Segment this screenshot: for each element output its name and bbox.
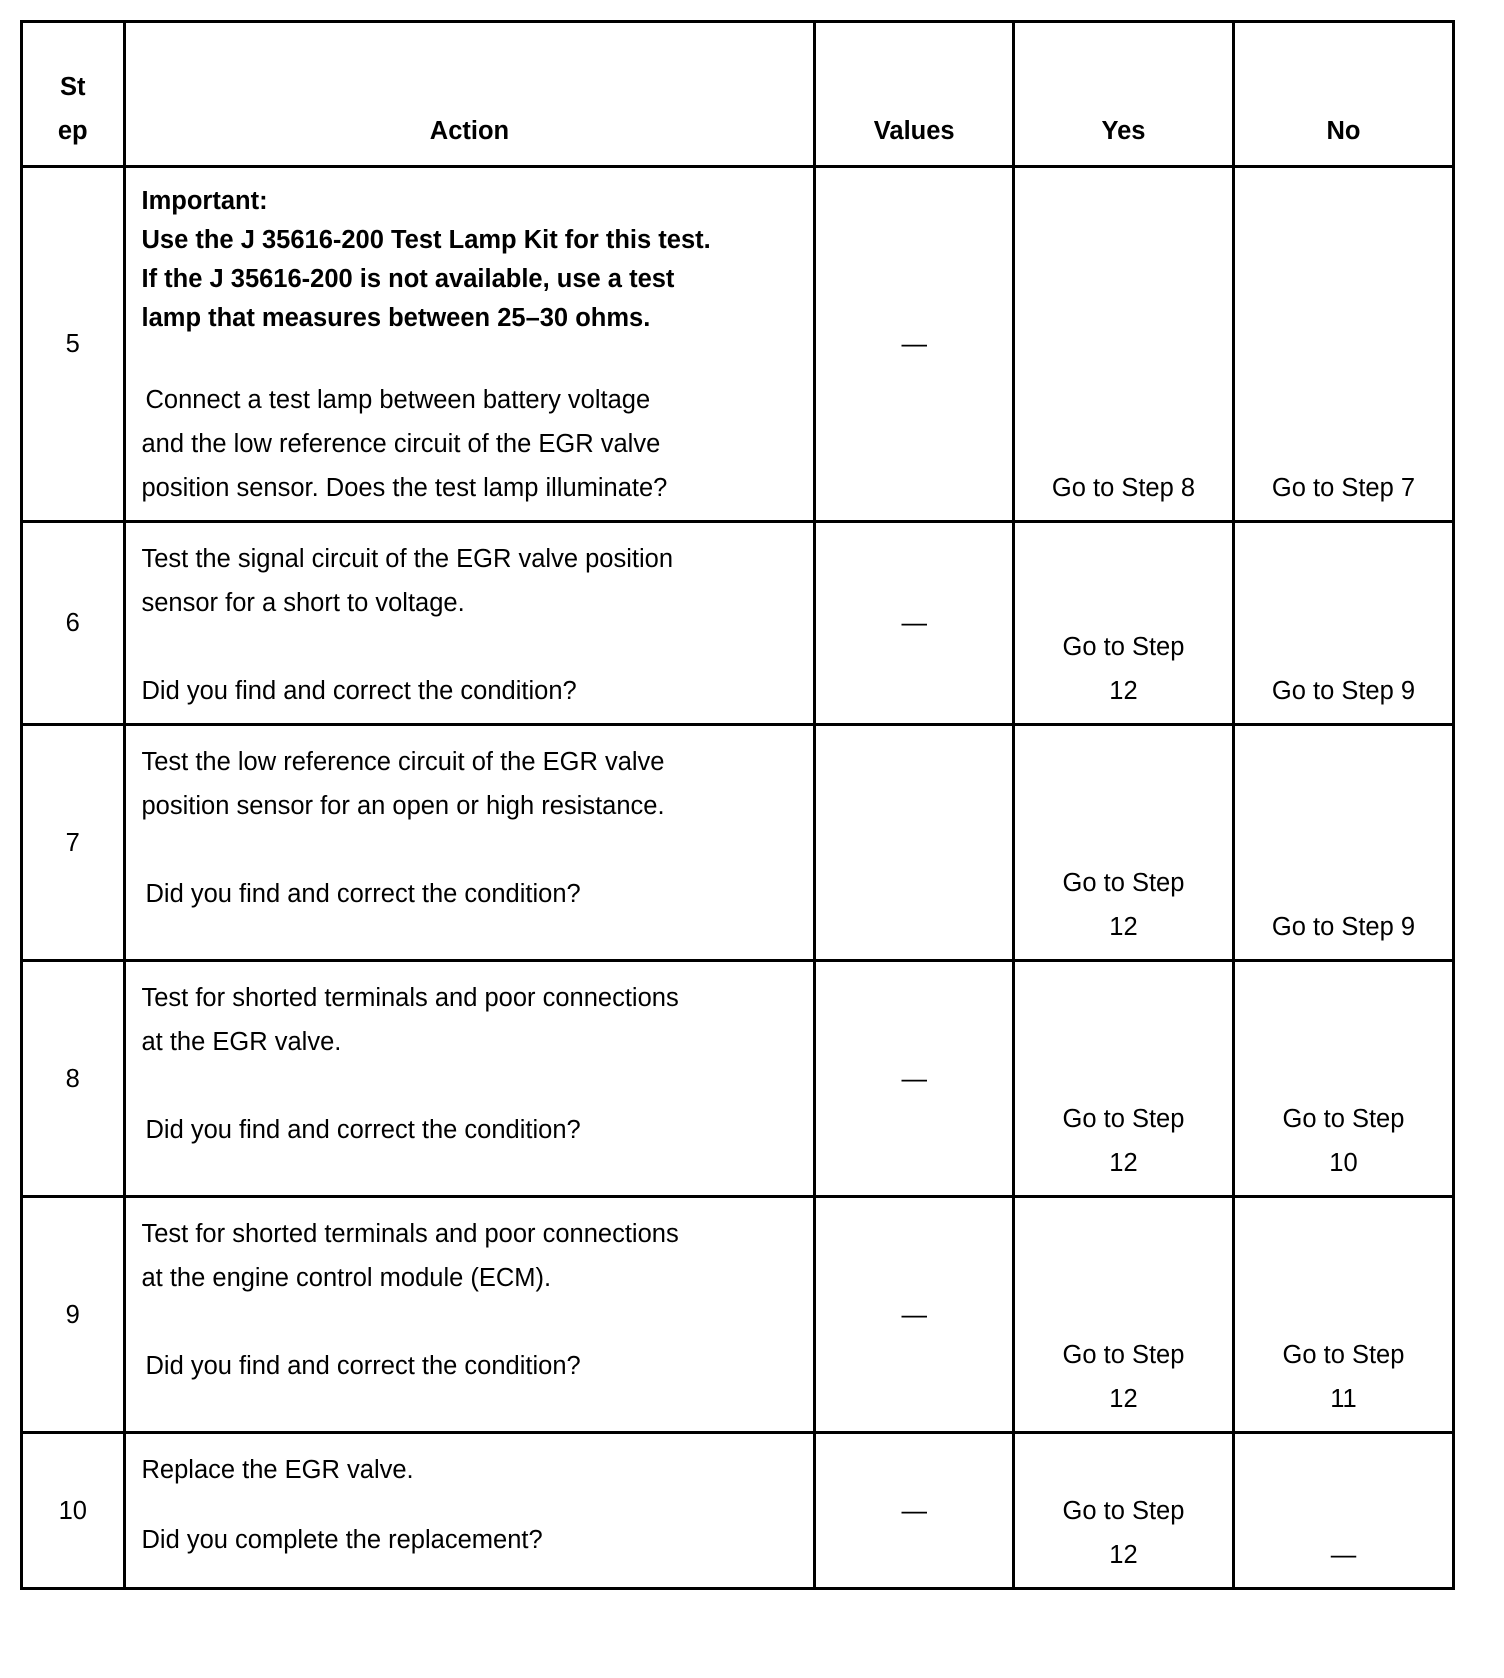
important-line: lamp that measures between 25–30 ohms. xyxy=(141,304,651,332)
action-line: position sensor. Does the test lamp illuminate? xyxy=(141,474,668,502)
no-link[interactable]: Go to Step 11 xyxy=(1233,1197,1453,1433)
no-link[interactable]: Go to Step 9 xyxy=(1233,522,1453,725)
table-row xyxy=(22,167,1454,522)
action-question: Did you complete the replacement? xyxy=(141,1526,543,1554)
action-question: Did you find and correct the condition? xyxy=(141,677,577,705)
action-cell xyxy=(124,1433,815,1589)
action-line: Test for shorted terminals and poor connections xyxy=(141,1220,679,1248)
action-question: Did you find and correct the condition? xyxy=(145,880,581,908)
yes-link[interactable]: Go to Step 8 xyxy=(1014,167,1234,522)
action-cell xyxy=(124,1197,815,1433)
action-line: position sensor for an open or high resistance. xyxy=(141,792,665,820)
values-cell: — xyxy=(815,167,1014,522)
action-question: Did you find and correct the condition? xyxy=(145,1352,581,1380)
step-number: 9 xyxy=(22,1197,125,1433)
step-number: 8 xyxy=(22,961,125,1197)
action-line: sensor for a short to voltage. xyxy=(141,589,465,617)
no-link[interactable]: Go to Step 7 xyxy=(1233,167,1453,522)
yes-link[interactable]: Go to Step 12 xyxy=(1014,725,1234,961)
action-line: and the low reference circuit of the EGR valve xyxy=(141,430,661,458)
header-no: No xyxy=(1233,22,1453,167)
table-row xyxy=(22,522,1454,725)
action-line: Connect a test lamp between battery voltage xyxy=(145,386,651,414)
step-number: 10 xyxy=(22,1433,125,1589)
values-cell: — xyxy=(815,1197,1014,1433)
action-line: Replace the EGR valve. xyxy=(141,1456,414,1484)
table-row xyxy=(22,725,1454,961)
values-cell: — xyxy=(815,522,1014,725)
table-row xyxy=(22,1197,1454,1433)
action-line: Test for shorted terminals and poor connections xyxy=(141,984,679,1012)
action-question: Did you find and correct the condition? xyxy=(145,1116,581,1144)
step-number: 5 xyxy=(22,167,125,522)
action-line: at the engine control module (ECM). xyxy=(141,1264,552,1292)
table-header-row xyxy=(22,22,1454,167)
important-line: If the J 35616-200 is not available, use a test xyxy=(141,265,675,293)
step-number: 7 xyxy=(22,725,125,961)
action-line: Test the low reference circuit of the EGR valve xyxy=(141,748,665,776)
step-number: 6 xyxy=(22,522,125,725)
action-line: at the EGR valve. xyxy=(141,1028,342,1056)
important-line: Use the J 35616-200 Test Lamp Kit for this test. xyxy=(141,226,711,254)
diagnostic-steps-table xyxy=(20,20,1455,1590)
values-cell: — xyxy=(815,961,1014,1197)
no-link[interactable]: Go to Step 9 xyxy=(1233,725,1453,961)
action-cell xyxy=(124,725,815,961)
header-step: St ep xyxy=(22,22,125,167)
no-link: — xyxy=(1233,1433,1453,1589)
action-cell xyxy=(124,522,815,725)
action-cell xyxy=(124,167,815,522)
yes-link[interactable]: Go to Step 12 xyxy=(1014,1197,1234,1433)
yes-link[interactable]: Go to Step 12 xyxy=(1014,1433,1234,1589)
header-yes: Yes xyxy=(1014,22,1234,167)
important-label: Important: xyxy=(141,187,268,215)
yes-link[interactable]: Go to Step 12 xyxy=(1014,522,1234,725)
values-cell: — xyxy=(815,1433,1014,1589)
action-cell xyxy=(124,961,815,1197)
table-row xyxy=(22,961,1454,1197)
table-row xyxy=(22,1433,1454,1589)
header-values: Values xyxy=(815,22,1014,167)
header-action: Action xyxy=(124,22,815,167)
no-link[interactable]: Go to Step 10 xyxy=(1233,961,1453,1197)
action-line: Test the signal circuit of the EGR valve position xyxy=(141,545,674,573)
values-cell xyxy=(815,725,1014,961)
yes-link[interactable]: Go to Step 12 xyxy=(1014,961,1234,1197)
